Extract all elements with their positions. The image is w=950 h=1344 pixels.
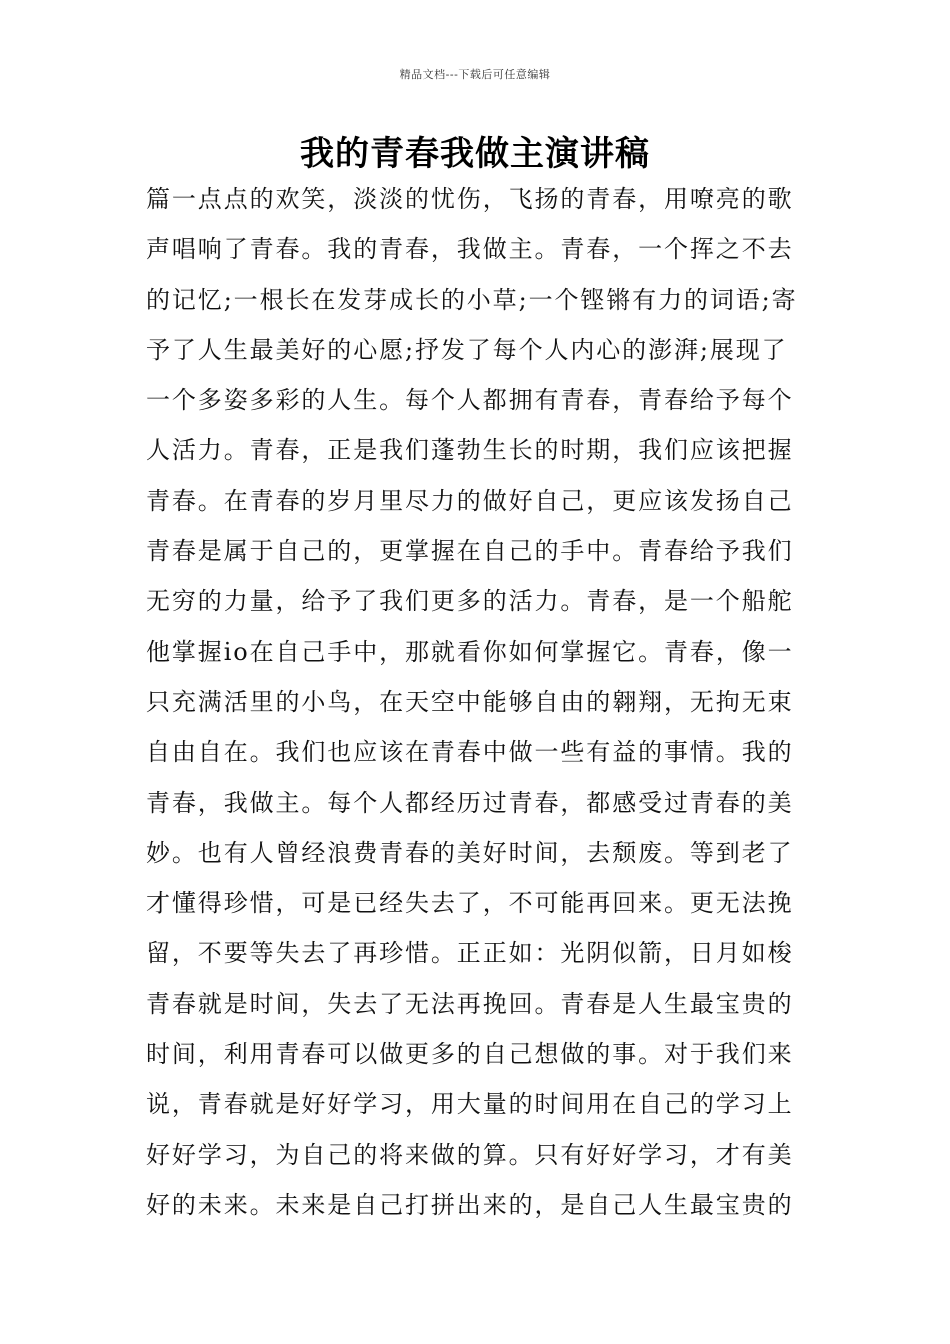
body-line: 青春就是时间，失去了无法再挽回。青春是人生最宝贵的 [146,989,794,1018]
body-line: 才懂得珍惜，可是已经失去了，不可能再回来。更无法挽 [146,889,794,918]
body-line: 篇一点点的欢笑，淡淡的忧伤，飞扬的青春，用嘹亮的歌 [146,185,794,213]
body-line: 妙。也有人曾经浪费青春的美好时间，去颓废。等到老了 [146,838,794,867]
body-line: 人活力。青春，正是我们蓬勃生长的时期，我们应该把握 [146,436,794,465]
header-note: 精品文档---下载后可任意编辑 [399,68,551,81]
body-line: 的记忆;一根长在发芽成长的小草;一个铿锵有力的词语;寄 [146,285,798,314]
body-line: 无穷的力量，给予了我们更多的活力。青春，是一个船舵 [146,587,794,616]
body-line: 留，不要等失去了再珍惜。正正如：光阴似箭，日月如梭 [146,939,794,968]
document-title: 我的青春我做主演讲稿 [300,134,650,174]
body-line: 自由自在。我们也应该在青春中做一些有益的事情。我的 [146,738,794,767]
body-line: 好好学习，为自己的将来做的算。只有好好学习，才有美 [146,1140,794,1169]
body-line: 好的未来。未来是自己打拼出来的，是自己人生最宝贵的 [146,1190,794,1219]
body-line: 时间，利用青春可以做更多的自己想做的事。对于我们来 [146,1040,794,1069]
body-line: 只充满活里的小鸟，在天空中能够自由的翱翔，无拘无束 [146,687,794,716]
body-line: 青春。在青春的岁月里尽力的做好自己，更应该发扬自己 [146,486,794,515]
body-line: 青春是属于自己的，更掌握在自己的手中。青春给予我们 [146,537,794,566]
body-line: 声唱响了青春。我的青春，我做主。青春，一个挥之不去 [146,235,794,264]
document-body [146,179,808,1235]
body-line: 一个多姿多彩的人生。每个人都拥有青春，青春给予每个 [146,386,794,415]
body-line: 他掌握io在自己手中，那就看你如何掌握它。青春，像一 [146,637,794,666]
body-line: 说，青春就是好好学习，用大量的时间用在自己的学习上 [146,1090,794,1119]
body-line: 予了人生最美好的心愿;抒发了每个人内心的澎湃;展现了 [146,335,788,364]
body-line: 青春，我做主。每个人都经历过青春，都感受过青春的美 [146,788,794,817]
